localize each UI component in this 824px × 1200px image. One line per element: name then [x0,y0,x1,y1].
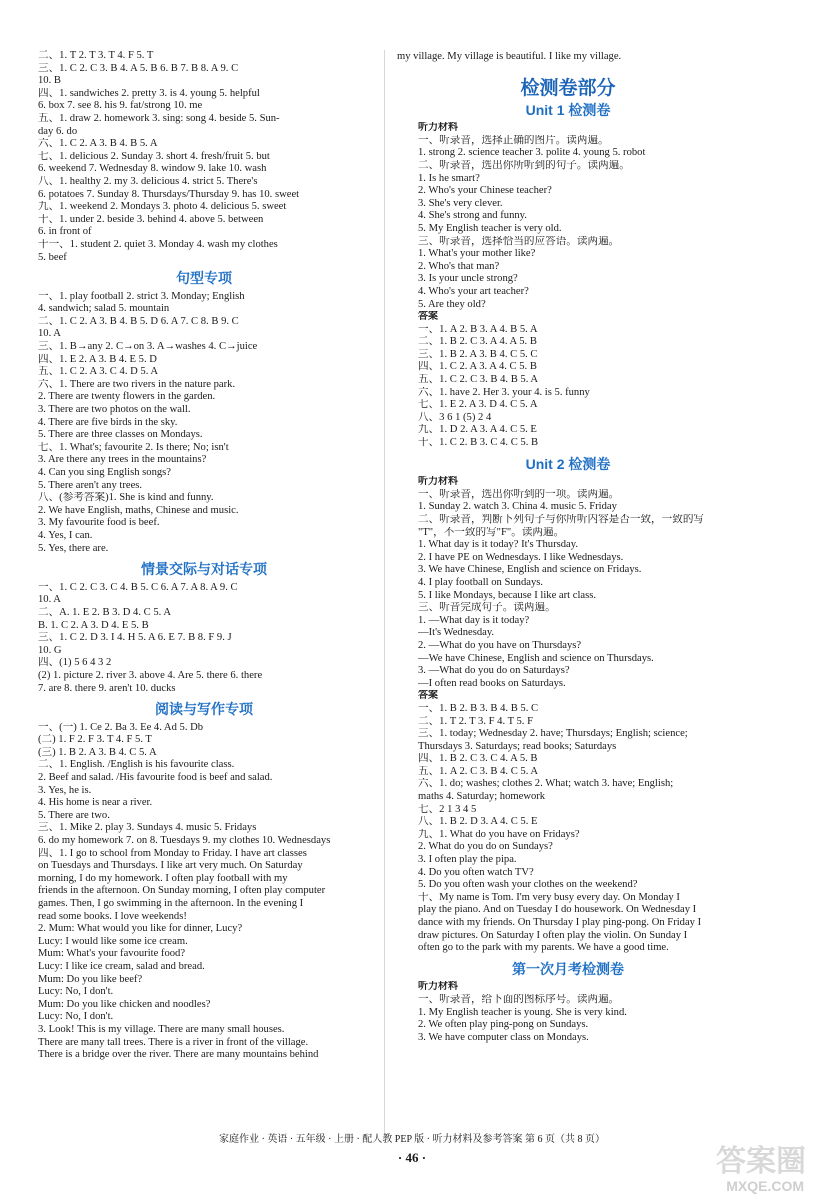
answer-line: 1. My English teacher is young. She is very kind. [418,1006,627,1018]
answer-line: 五、1. draw 2. homework 3. sing: song 4. beside 5. Sun- [38,112,280,124]
answer-line: 3. We have Chinese, English and science on Fridays. [418,564,642,576]
watermark-logo: 答案圈 [716,1145,806,1178]
answer-line: 2. We often play ping-pong on Sundays. [418,1019,589,1031]
answer-line: Lucy: No, I don't. [38,986,114,998]
answer-line: 七、1. delicious 2. Sunday 3. short 4. fresh/fruit 5. but [38,150,270,162]
answer-line: Lucy: No, I don't. [38,1011,114,1023]
answer-line: draw pictures. On Saturday I often play the violin. On Sunday I [418,929,688,941]
answer-line: 五、1. C 2. C 3. B 4. B 5. A [418,374,539,386]
answer-line: day 6. do [38,125,78,137]
answer-line: 5. Do you often wash your clothes on the weekend? [418,879,638,891]
answer-line: 三、1. B 2. A 3. B 4. C 5. C [418,348,538,360]
answer-line: 4. Yes, I can. [38,529,93,541]
answer-line: often go to the park with my parents. We have a good time. [418,942,669,954]
answer-line: 1. Sunday 2. watch 3. China 4. music 5. Friday [418,501,617,513]
answer-line: 6. box 7. see 8. his 9. fat/strong 10. me [38,100,203,112]
answer-line: 一、1. play football 2. strict 3. Monday; English [38,290,245,302]
answer-line: 4. Can you sing English songs? [38,467,172,478]
answer-line: 七、1. E 2. A 3. D 4. C 5. A [418,399,538,411]
answer-line: 3. —What do you do on Saturdays? [418,665,570,677]
answer-line: 一、(一) 1. Ce 2. Ba 3. Ee 4. Ad 5. Db [38,721,204,733]
answer-line: 一、听录音，选出你听到的一项。读两遍。 [418,488,620,500]
answer-line: 三、1. Mike 2. play 3. Sundays 4. music 5. Fridays [38,822,257,834]
answer-line: 3. Is your uncle strong? [418,273,518,285]
answer-line: 三、听录音，选择恰当的应答语。读两遍。 [418,235,620,247]
answer-line: 2. Who's your Chinese teacher? [418,185,552,197]
answer-line: 4. I play football on Sundays. [418,576,544,588]
answer-line: 2. What do you do on Sundays? [418,841,553,853]
answer-line: —It's Wednesday. [418,627,495,639]
answer-line: 10. G [38,644,62,656]
answer-line: 5. I like Mondays, because I like art class. [418,589,596,601]
answer-line: B. 1. C 2. A 3. D 4. E 5. B [38,619,149,631]
answer-line: 六、1. There are two rivers in the nature park. [38,378,236,390]
subsection-label: 听力材料 [418,122,458,134]
answer-line: (二) 1. F 2. F 3. T 4. F 5. T [38,734,152,746]
answer-line: —We have Chinese, English and science on Thursdays. [418,652,654,664]
answer-line: 2. There are twenty flowers in the garden. [38,391,216,403]
answer-line: read some books. I love weekends! [38,910,187,922]
answer-line: maths 4. Saturday; homework [418,791,546,803]
answer-line: 二、1. T 2. T 3. T 4. F 5. T [38,50,154,61]
answer-line: 八、1. healthy 2. my 3. delicious 4. strict 5. There's [38,175,258,187]
answer-line: There is a bridge over the river. There are many mountains behind [38,1049,319,1061]
answer-line: 十、1. C 2. B 3. C 4. C 5. B [418,437,539,449]
answer-line: 四、1. B 2. C 3. C 4. A 5. B [418,753,538,765]
section-heading: Unit 2 检测卷 [525,455,611,472]
answer-line: 5. Yes, there are. [38,542,109,554]
answer-line: 5. My English teacher is very old. [418,222,562,234]
answer-line: 十、My name is Tom. I'm very busy every day. On Monday I [418,891,680,903]
subsection-label: 听力材料 [418,476,458,488]
answer-line: 五、1. A 2. C 3. B 4. C 5. A [418,765,539,777]
answer-line: 二、1. T 2. T 3. F 4. T 5. F [418,715,533,727]
subsection-label: 听力材料 [418,981,458,993]
right-column [418,75,718,1044]
left-column [38,50,370,1062]
answer-line: 4. His home is near a river. [38,797,153,809]
answer-line: 2. —What do you have on Thursdays? [418,639,582,651]
answer-line: 九、1. D 2. A 3. A 4. C 5. E [418,424,537,436]
answer-line: 七、2 1 3 4 5 [418,803,477,815]
answer-line: (三) 1. B 2. A 3. B 4. C 5. A [38,746,157,758]
answer-line: Mum: What's your favourite food? [38,948,186,960]
page-number: · 46 · [397,1150,427,1165]
answer-line: 三、1. C 2. D 3. I 4. H 5. A 6. E 7. B 8. F 9. J [38,632,232,644]
answer-line: 3. My favourite food is beef. [38,517,160,529]
answer-line: 六、1. C 2. A 3. B 4. B 5. A [38,138,158,150]
answer-line: 5. There are two. [38,809,110,821]
answer-line: 2. I have PE on Wednesdays. I like Wednesdays. [418,551,624,563]
answer-line: 4. Do you often watch TV? [418,866,534,878]
answer-line: 10. B [38,75,61,87]
answer-line: 4. There are five birds in the sky. [38,416,178,428]
answer-line: 10. A [38,594,61,606]
answer-line: 一、1. A 2. B 3. A 4. B 5. A [418,323,538,335]
answer-line: (2) 1. picture 2. river 3. above 4. Are 5. there 6. there [38,669,263,681]
answer-line: 一、听录音，给下面的图标序号。读两遍。 [418,993,620,1005]
answer-line: 6. do my homework 7. on 8. Tuesdays 9. my clothes 10. Wednesdays [38,835,331,847]
answer-line: 八、(参考答案)1. She is kind and funny. [38,492,214,504]
answer-line: Lucy: I like ice cream, salad and bread. [38,960,205,972]
answer-line: 二、1. English. /English is his favourite class. [38,759,235,771]
answer-line: 三、1. C 2. C 3. B 4. A 5. B 6. B 7. B 8. A 9. C [38,62,239,74]
answer-line: friends in the afternoon. On Sunday morning, I often play computer [38,885,326,897]
answer-line: 1. strong 2. science teacher 3. polite 4. young 5. robot [418,147,646,159]
answer-line: 3. We have computer class on Mondays. [418,1031,589,1043]
answer-line: 十、1. under 2. beside 3. behind 4. above 5. between [38,213,264,225]
answer-line: 一、1. B 2. B 3. B 4. B 5. C [418,702,539,714]
section-heading: 句型专项 [176,270,232,287]
subsection-label: 答案 [418,311,438,323]
answer-line: Thursdays 3. Saturdays; read books; Saturdays [418,740,617,752]
answer-line: 四、(1) 5 6 4 3 2 [38,657,112,669]
answer-line: 三、1. B→any 2. C→on 3. A→washes 4. C→juice [38,341,258,353]
answer-line: Mum: Do you like beef? [38,973,143,985]
answer-line: 3. She's very clever. [418,197,503,209]
answer-line: 二、听录音，选出你所听到的句子。读两遍。 [418,159,630,171]
watermark-url: MXQE.COM [726,1178,804,1194]
answer-line: 六、1. have 2. Her 3. your 4. is 5. funny [418,386,590,398]
answer-line: 3. Yes, he is. [38,784,92,796]
answer-line: 二、A. 1. E 2. B 3. D 4. C 5. A [38,606,172,618]
answer-line: 一、听录音，选择正确的图片。读两遍。 [418,134,609,146]
answer-line: 5. There are three classes on Mondays. [38,429,203,441]
answer-line: 1. Is he smart? [418,172,480,184]
continued-text: my village. My village is beautiful. I like my village. [397,51,622,62]
section-heading: 情景交际与对话专项 [141,561,267,578]
section-heading: 阅读与写作专项 [155,701,253,718]
answer-line: 二、1. B 2. C 3. A 4. A 5. B [418,336,537,348]
answer-line: 三、1. today; Wednesday 2. have; Thursdays; English; science; [418,728,688,740]
answer-line: on Tuesdays and Thursdays. I like art very much. On Saturday [38,860,303,872]
answer-line: games. Then, I go swimming in the afternoon. In the evening I [38,898,304,909]
answer-line: 6. in front of [38,226,92,238]
answer-line: 4. sandwich; salad 5. mountain [38,303,170,315]
answer-line: 10. A [38,328,61,340]
answer-line: —I often read books on Saturdays. [418,677,566,689]
answer-line: 1. What's your mother like? [418,248,536,260]
answer-line: 八、3 6 1 (5) 2 4 [418,411,492,423]
answer-line: dance with my friends. On Thursday I play ping-pong. On Friday I [418,917,702,928]
answer-line: 四、1. I go to school from Monday to Friday. I have art classes [38,847,307,859]
answer-line: There are many tall trees. There is a river in front of the village. [38,1036,309,1048]
answer-line: 6. weekend 7. Wednesday 8. window 9. lake 10. wash [38,163,267,175]
answer-line: 3. Are there any trees in the mountains? [38,454,207,466]
answer-line: Lucy: I would like some ice cream. [38,935,188,947]
answer-line: morning, I do my homework. I often play football with my [38,872,288,884]
answer-line: 1. What day is it today? It's Thursday. [418,539,579,551]
answer-line: Mum: Do you like chicken and noodles? [38,998,211,1010]
answer-line: 一、1. C 2. C 3. C 4. B 5. C 6. A 7. A 8. A 9. C [38,581,238,593]
answer-line: 4. Who's your art teacher? [418,285,529,297]
answer-line: 五、1. C 2. A 3. C 4. D 5. A [38,366,159,378]
answer-line: 十一、1. student 2. quiet 3. Monday 4. wash my clothes [38,238,278,250]
answer-line: 八、1. B 2. D 3. A 4. C 5. E [418,816,538,828]
answer-line: 3. There are two photos on the wall. [38,404,191,416]
answer-line: 6. potatoes 7. Sunday 8. Thursdays/Thursday 9. has 10. sweet [38,188,300,200]
answer-line: 5. Are they old? [418,298,486,310]
answer-line: 九、1. weekend 2. Mondays 3. photo 4. delicious 5. sweet [38,201,287,213]
part-title: 检测卷部分 [520,78,616,99]
answer-line: 四、1. sandwiches 2. pretty 3. is 4. young 5. helpful [38,87,260,99]
answer-line: 2. Beef and salad. /His favourite food is beef and salad. [38,772,273,784]
answer-line: "T"，不一致的写"F"。读两遍。 [418,526,565,538]
answer-line: 3. I often play the pipa. [418,854,517,866]
footer-line: 家庭作业 · 英语 · 五年级 · 上册 · 配人教 PEP 版 · 听力材料及参考答案 第 6 页（共 8 页） [218,1134,605,1145]
answer-line: 六、1. do; washes; clothes 2. What; watch 3. have; English; [418,778,674,790]
section-heading: Unit 1 检测卷 [525,101,611,118]
answer-line: 3. Look! This is my village. There are many small houses. [38,1023,285,1035]
answer-line: 三、听音完成句子。读两遍。 [418,602,556,614]
answer-line: 5. There aren't any trees. [38,479,143,491]
answer-line: 2. We have English, maths, Chinese and music. [38,504,239,516]
answer-line: 二、1. C 2. A 3. B 4. B 5. D 6. A 7. C 8. B 9. C [38,315,239,327]
answer-line: 1. —What day is it today? [418,614,530,626]
answer-line: 七、1. What's; favourite 2. Is there; No; isn't [38,441,229,453]
answer-line: play the piano. And on Tuesday I do housework. On Wednesday I [418,904,697,916]
answer-line: 4. She's strong and funny. [418,210,527,222]
answer-line: 2. Who's that man? [418,260,500,272]
answer-line: 四、1. C 2. A 3. A 4. C 5. B [418,361,537,373]
answer-line: 四、1. E 2. A 3. B 4. E 5. D [38,353,157,365]
answer-line: 2. Mum: What would you like for dinner, Lucy? [38,923,243,935]
subsection-label: 答案 [418,690,438,702]
answer-line: 二、听录音，判断下列句子与你所听内容是否一致，一致的写 [418,514,705,525]
answer-line: 5. beef [38,251,67,263]
answer-line: 九、1. What do you have on Fridays? [418,828,580,840]
answer-line: 7. are 8. there 9. aren't 10. ducks [38,682,176,694]
column-divider [384,50,385,1135]
section-heading: 第一次月考检测卷 [512,960,624,977]
